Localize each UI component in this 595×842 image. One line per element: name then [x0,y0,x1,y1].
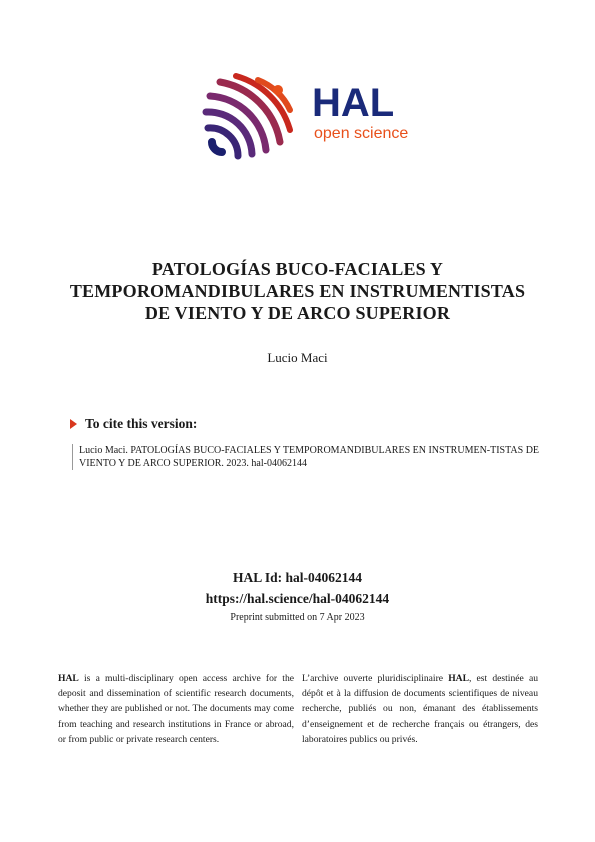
document-author: Lucio Maci [267,350,328,365]
logo-name: HAL [312,81,395,125]
hal-identifier [60,567,535,609]
logo-tagline: open science [314,125,409,142]
abstract-fr-text: , est destinée au dépôt et à la diffusion de documents scientifiques de niveau recherche, publiés ou non, émanant des établissements d’enseignement et de recherche français ou étrangers, des laboratoires publics ou privés. [302,673,538,745]
cite-heading-text: To cite this version: [85,416,198,431]
abstract-french [302,671,538,747]
document-title: PATOLOGÍAS BUCO-FACIALES Y TEMPOROMANDIBULARES EN INSTRUMENTISTAS DE VIENTO Y DE ARCO SUPERIOR [69,259,526,323]
hal-logo [200,70,435,165]
hal-id: HAL Id: hal-04062144 [232,570,363,585]
abstract-fr-pre: L’archive ouverte pluridisciplinaire [302,673,449,684]
abstract-en-lead: HAL [58,673,79,684]
triangle-bullet-icon [70,419,77,429]
hal-url-link[interactable]: https://hal.science/hal-04062144 [205,591,390,606]
abstract-english [58,671,294,747]
hal-logo-icon [200,70,435,165]
submission-date: Preprint submitted on 7 Apr 2023 [230,612,365,623]
abstract-fr-lead: HAL [448,673,469,684]
abstract-en-text: is a multi-disciplinary open access archive for the deposit and dissemination of scientific research documents, whether they are published or not. The documents may come from teaching and research institutions in France or abroad, or from public or private research centers. [58,673,294,745]
cite-heading [70,416,197,432]
citation-text: Lucio Maci. PATOLOGÍAS BUCO-FACIALES Y TEMPOROMANDIBULARES EN INSTRUMEN-TISTAS DE VIENTO Y DE ARCO SUPERIOR. 2023. hal-04062144 [72,444,569,470]
